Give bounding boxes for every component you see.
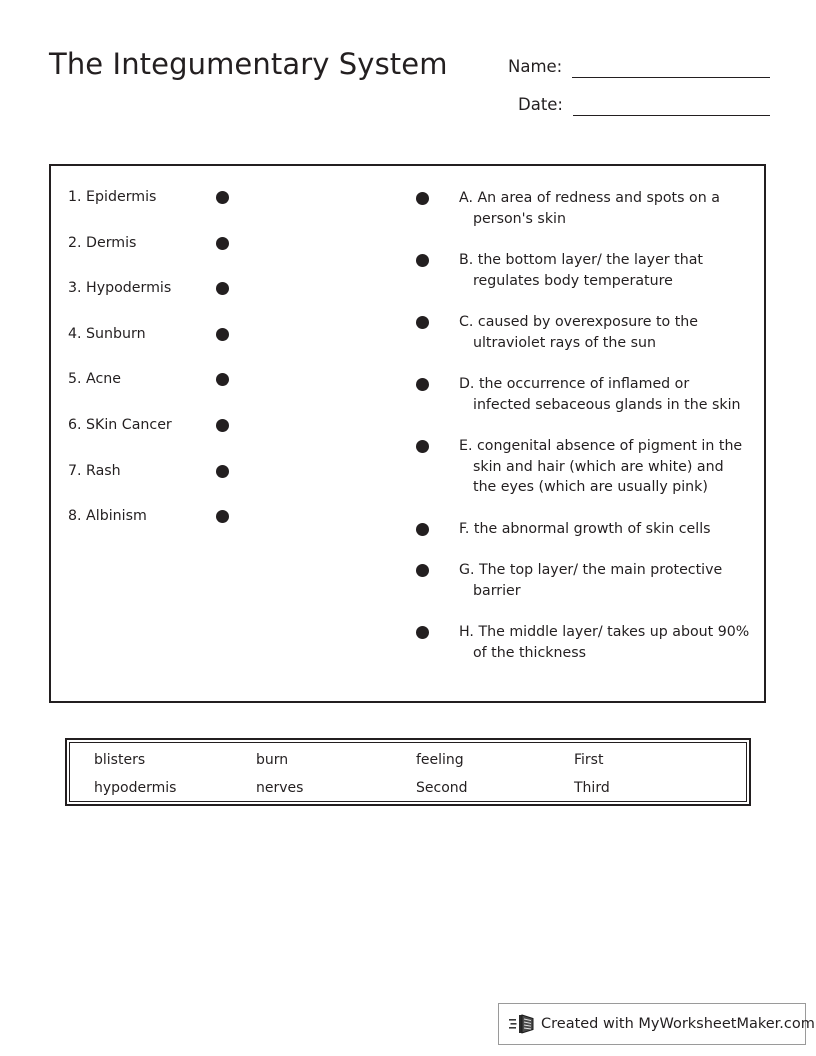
definition-text: F. the abnormal growth of skin cells bbox=[459, 520, 711, 537]
definition-connector-dot[interactable] bbox=[416, 440, 429, 453]
definition-row bbox=[416, 560, 751, 601]
date-input-line[interactable] bbox=[573, 95, 770, 116]
definition-text: D. the occurrence of inflamed or infected sebaceous glands in the skin bbox=[459, 376, 741, 413]
definitions-column bbox=[416, 188, 751, 684]
definition-row bbox=[416, 519, 751, 540]
word-bank-item: Third bbox=[574, 780, 610, 796]
word-bank-item: blisters bbox=[94, 752, 146, 768]
definition-row bbox=[416, 374, 751, 415]
definition-connector-dot[interactable] bbox=[416, 564, 429, 577]
term-label: 8. Albinism bbox=[68, 508, 147, 525]
word-bank-item: nerves bbox=[256, 780, 304, 796]
word-bank bbox=[65, 738, 751, 806]
term-connector-dot[interactable] bbox=[216, 465, 229, 478]
term-label: 2. Dermis bbox=[68, 234, 137, 251]
term-label: 4. Sunburn bbox=[68, 325, 146, 342]
term-row bbox=[68, 279, 283, 325]
word-bank-item: burn bbox=[256, 752, 289, 768]
worksheet-maker-logo-icon bbox=[509, 1011, 537, 1037]
term-connector-dot[interactable] bbox=[216, 328, 229, 341]
term-label: 7. Rash bbox=[68, 462, 121, 479]
definition-row bbox=[416, 436, 751, 498]
terms-column bbox=[68, 188, 283, 553]
term-row bbox=[68, 416, 283, 462]
definition-row bbox=[416, 622, 751, 663]
term-row bbox=[68, 462, 283, 508]
definition-text: G. The top layer/ the main protective barrier bbox=[459, 562, 723, 599]
definition-connector-dot[interactable] bbox=[416, 378, 429, 391]
definition-connector-dot[interactable] bbox=[416, 523, 429, 536]
term-label: 3. Hypodermis bbox=[68, 280, 172, 297]
created-with-badge[interactable] bbox=[498, 1003, 815, 1045]
term-connector-dot[interactable] bbox=[216, 191, 229, 204]
term-row bbox=[68, 507, 283, 553]
term-connector-dot[interactable] bbox=[216, 282, 229, 295]
term-label: 1. Epidermis bbox=[68, 189, 157, 205]
definition-connector-dot[interactable] bbox=[416, 626, 429, 639]
term-label: 6. SKin Cancer bbox=[68, 416, 172, 433]
definition-connector-dot[interactable] bbox=[416, 254, 429, 267]
definition-row bbox=[416, 312, 751, 353]
definition-text: B. the bottom layer/ the layer that regulates body temperature bbox=[459, 252, 703, 289]
word-bank-item: feeling bbox=[416, 752, 464, 768]
date-field-row bbox=[518, 88, 770, 116]
word-bank-item: Second bbox=[416, 780, 468, 796]
term-row bbox=[68, 234, 283, 280]
definition-text: C. caused by overexposure to the ultraviolet rays of the sun bbox=[459, 314, 699, 351]
worksheet-header bbox=[0, 0, 816, 150]
name-input-line[interactable] bbox=[572, 57, 770, 78]
definition-connector-dot[interactable] bbox=[416, 316, 429, 329]
term-row bbox=[68, 370, 283, 416]
term-row bbox=[68, 325, 283, 371]
definition-row bbox=[416, 188, 751, 229]
definition-row bbox=[416, 250, 751, 291]
word-bank-inner-border bbox=[69, 742, 747, 802]
definition-text: A. An area of redness and spots on a person's skin bbox=[459, 190, 720, 227]
word-bank-item: hypodermis bbox=[94, 780, 177, 796]
word-bank-row bbox=[70, 779, 746, 807]
date-label: Date: bbox=[518, 95, 563, 114]
word-bank-row bbox=[70, 751, 746, 779]
term-row bbox=[68, 188, 283, 234]
definition-text: H. The middle layer/ takes up about 90% of the thickness bbox=[459, 624, 750, 661]
definition-text: E. congenital absence of pigment in the skin and hair (which are white) and the eyes (which are usually pink) bbox=[459, 438, 743, 495]
term-connector-dot[interactable] bbox=[216, 373, 229, 386]
term-connector-dot[interactable] bbox=[216, 510, 229, 523]
badge-label: Created with MyWorksheetMaker.com bbox=[541, 1016, 815, 1032]
page-title: The Integumentary System bbox=[49, 47, 448, 81]
term-connector-dot[interactable] bbox=[216, 237, 229, 250]
definition-connector-dot[interactable] bbox=[416, 192, 429, 205]
matching-exercise-box bbox=[49, 164, 766, 703]
term-label: 5. Acne bbox=[68, 371, 122, 388]
name-label: Name: bbox=[508, 57, 563, 76]
term-connector-dot[interactable] bbox=[216, 419, 229, 432]
word-bank-item: First bbox=[574, 752, 604, 768]
name-field-row bbox=[508, 50, 770, 78]
